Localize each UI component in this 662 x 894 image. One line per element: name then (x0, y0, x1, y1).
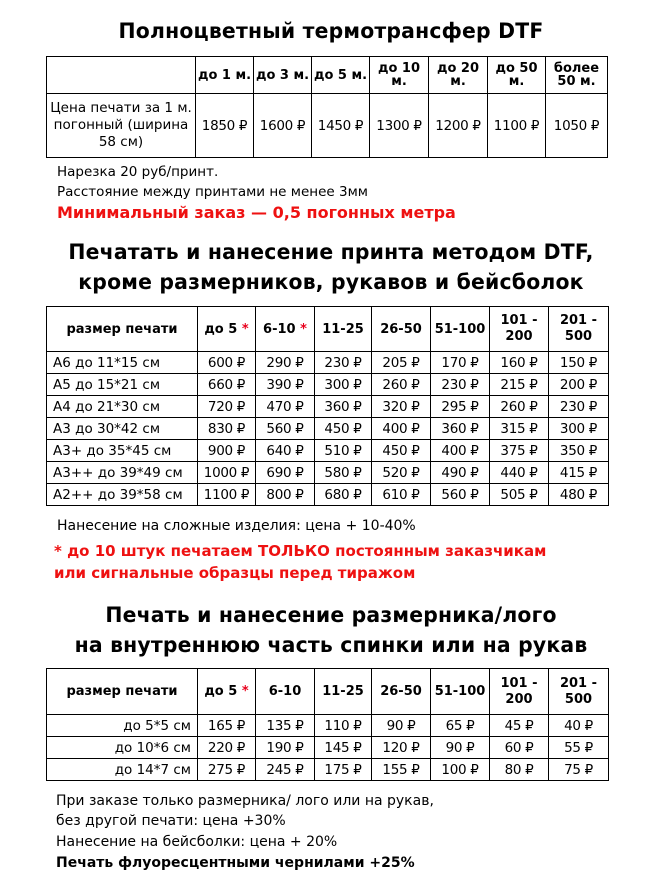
price-cell: 90 ₽ (431, 737, 490, 759)
price-cell: 580 ₽ (315, 462, 372, 484)
price-cell: 135 ₽ (256, 715, 315, 737)
price-cell: 1300 ₽ (370, 94, 429, 158)
row-label: А6 до 11*15 см (47, 352, 198, 374)
price-cell: 120 ₽ (372, 737, 431, 759)
price-cell: 260 ₽ (490, 396, 549, 418)
note-cut: Нарезка 20 руб/принт. (57, 164, 219, 180)
row-label: А3+ до 35*45 см (47, 440, 198, 462)
price-cell: 800 ₽ (256, 484, 315, 506)
header-cell: 51-100 (431, 669, 490, 715)
header-cell: 201 - 500 (549, 669, 609, 715)
table-row (47, 440, 609, 462)
price-cell: 40 ₽ (549, 715, 609, 737)
price-cell: 205 ₽ (372, 352, 431, 374)
row-label: до 14*7 см (47, 759, 198, 781)
row-label: А2++ до 39*58 см (47, 484, 198, 506)
table-row (47, 759, 609, 781)
price-cell: 390 ₽ (256, 374, 315, 396)
table-row (47, 484, 609, 506)
price-cell: 230 ₽ (315, 352, 372, 374)
note-fluorescent: Печать флуоресцентными чернилами +25% (56, 855, 415, 871)
header-cell: более 50 м. (546, 57, 608, 94)
price-cell: 90 ₽ (372, 715, 431, 737)
price-cell: 275 ₽ (198, 759, 256, 781)
price-cell: 190 ₽ (256, 737, 315, 759)
price-cell: 155 ₽ (372, 759, 431, 781)
price-cell: 360 ₽ (431, 418, 490, 440)
complex-items-note: Нанесение на сложные изделия: цена + 10-40% (57, 518, 416, 534)
price-cell: 360 ₽ (315, 396, 372, 418)
table-row (47, 352, 609, 374)
price-cell: 600 ₽ (198, 352, 256, 374)
section2-title-line1: Печатать и нанесение принта методом DTF, (68, 240, 594, 264)
price-cell: 1200 ₽ (429, 94, 488, 158)
row-label: до 5*5 см (47, 715, 198, 737)
section3-title (10, 600, 652, 660)
price-cell: 510 ₽ (315, 440, 372, 462)
row-label: А3++ до 39*49 см (47, 462, 198, 484)
price-cell: 145 ₽ (315, 737, 372, 759)
price-cell: 560 ₽ (256, 418, 315, 440)
price-cell: 230 ₽ (549, 396, 609, 418)
price-cell: 480 ₽ (549, 484, 609, 506)
row-label: А5 до 15*21 см (47, 374, 198, 396)
price-cell: 245 ₽ (256, 759, 315, 781)
header-text: 6-10 (263, 321, 296, 337)
table-row (47, 396, 609, 418)
price-cell: 230 ₽ (431, 374, 490, 396)
star-note-line1: * до 10 штук печатаем ТОЛЬКО постоянным заказчикам (54, 542, 547, 560)
size-label-price-table (46, 668, 609, 781)
dtf-print-price-table (46, 306, 609, 506)
price-cell: 490 ₽ (431, 462, 490, 484)
header-cell: 11-25 (315, 669, 372, 715)
price-cell: 450 ₽ (372, 440, 431, 462)
star-marker: * (241, 321, 249, 337)
col-label-header: размер печати (47, 307, 198, 352)
price-cell: 1850 ₽ (196, 94, 254, 158)
table-row (47, 737, 609, 759)
header-text: до 5 (204, 684, 238, 699)
header-empty (47, 57, 196, 94)
price-cell: 1450 ₽ (312, 94, 370, 158)
section1-title: Полноцветный термотрансфер DTF (118, 19, 544, 43)
header-cell (198, 307, 256, 352)
price-cell: 45 ₽ (490, 715, 549, 737)
price-cell: 400 ₽ (431, 440, 490, 462)
header-cell: 6-10 (256, 669, 315, 715)
star-marker: * (300, 321, 307, 337)
price-cell: 610 ₽ (372, 484, 431, 506)
row-label: до 10*6 см (47, 737, 198, 759)
price-cell: 375 ₽ (490, 440, 549, 462)
col-label-header: размер печати (47, 669, 198, 715)
header-cell: 11-25 (315, 307, 372, 352)
note-no-other-print: без другой печати: цена +30% (56, 813, 286, 829)
price-cell: 175 ₽ (315, 759, 372, 781)
price-cell: 295 ₽ (431, 396, 490, 418)
price-cell: 350 ₽ (549, 440, 609, 462)
price-cell: 80 ₽ (490, 759, 549, 781)
section2-title (10, 237, 652, 297)
star-note-line2: или сигнальные образцы перед тиражом (54, 564, 416, 582)
price-cell: 660 ₽ (198, 374, 256, 396)
price-cell: 1100 ₽ (198, 484, 256, 506)
price-cell: 900 ₽ (198, 440, 256, 462)
header-cell (198, 669, 256, 715)
price-cell: 450 ₽ (315, 418, 372, 440)
note-caps: Нанесение на бейсболки: цена + 20% (56, 834, 338, 850)
price-cell: 170 ₽ (431, 352, 490, 374)
price-cell: 150 ₽ (549, 352, 609, 374)
price-cell: 1050 ₽ (546, 94, 608, 158)
price-cell: 560 ₽ (431, 484, 490, 506)
header-cell: до 1 м. (196, 57, 254, 94)
price-cell: 440 ₽ (490, 462, 549, 484)
price-cell: 200 ₽ (549, 374, 609, 396)
section3-title-line2: на внутреннюю часть спинки или на рукав (74, 633, 588, 657)
section2-title-line2: кроме размерников, рукавов и бейсболок (78, 270, 584, 294)
header-cell: 26-50 (372, 669, 431, 715)
price-cell: 65 ₽ (431, 715, 490, 737)
header-cell: до 10 м. (370, 57, 429, 94)
row-label: А4 до 21*30 см (47, 396, 198, 418)
price-cell: 260 ₽ (372, 374, 431, 396)
header-cell: 26-50 (372, 307, 431, 352)
table-row (47, 715, 609, 737)
header-cell: до 20 м. (429, 57, 488, 94)
price-cell: 100 ₽ (431, 759, 490, 781)
price-cell: 60 ₽ (490, 737, 549, 759)
price-cell: 320 ₽ (372, 396, 431, 418)
price-cell: 680 ₽ (315, 484, 372, 506)
table-row (47, 374, 609, 396)
price-cell: 415 ₽ (549, 462, 609, 484)
price-cell: 110 ₽ (315, 715, 372, 737)
table-row (47, 462, 609, 484)
header-cell: до 50 м. (488, 57, 546, 94)
price-cell: 300 ₽ (549, 418, 609, 440)
price-cell: 505 ₽ (490, 484, 549, 506)
header-cell: до 5 м. (312, 57, 370, 94)
row-label: А3 до 30*42 см (47, 418, 198, 440)
header-cell (256, 307, 315, 352)
price-cell: 720 ₽ (198, 396, 256, 418)
row-label: Цена печати за 1 м. погонный (ширина 58 см) (47, 94, 196, 158)
header-text: до 5 (204, 321, 238, 337)
price-cell: 1100 ₽ (488, 94, 546, 158)
min-order-note: Минимальный заказ — 0,5 погонных метра (57, 203, 456, 222)
table-row (47, 418, 609, 440)
header-cell: до 3 м. (254, 57, 312, 94)
header-cell: 101 - 200 (490, 669, 549, 715)
price-cell: 470 ₽ (256, 396, 315, 418)
price-cell: 55 ₽ (549, 737, 609, 759)
header-cell: 101 - 200 (490, 307, 549, 352)
price-cell: 1000 ₽ (198, 462, 256, 484)
header-cell: 51-100 (431, 307, 490, 352)
price-cell: 75 ₽ (549, 759, 609, 781)
price-cell: 520 ₽ (372, 462, 431, 484)
note-spacing: Расстояние между принтами не менее 3мм (57, 184, 368, 200)
price-cell: 215 ₽ (490, 374, 549, 396)
price-cell: 640 ₽ (256, 440, 315, 462)
price-cell: 165 ₽ (198, 715, 256, 737)
price-cell: 690 ₽ (256, 462, 315, 484)
price-cell: 830 ₽ (198, 418, 256, 440)
price-cell: 400 ₽ (372, 418, 431, 440)
dtf-meter-price-table (46, 56, 608, 158)
note-only-label: При заказе только размерника/ лого или на рукав, (56, 793, 434, 809)
header-cell: 201 - 500 (549, 307, 609, 352)
price-cell: 300 ₽ (315, 374, 372, 396)
section3-title-line1: Печать и нанесение размерника/лого (105, 603, 557, 627)
price-cell: 220 ₽ (198, 737, 256, 759)
price-cell: 160 ₽ (490, 352, 549, 374)
star-marker: * (241, 684, 249, 699)
price-cell: 290 ₽ (256, 352, 315, 374)
price-cell: 1600 ₽ (254, 94, 312, 158)
price-cell: 315 ₽ (490, 418, 549, 440)
